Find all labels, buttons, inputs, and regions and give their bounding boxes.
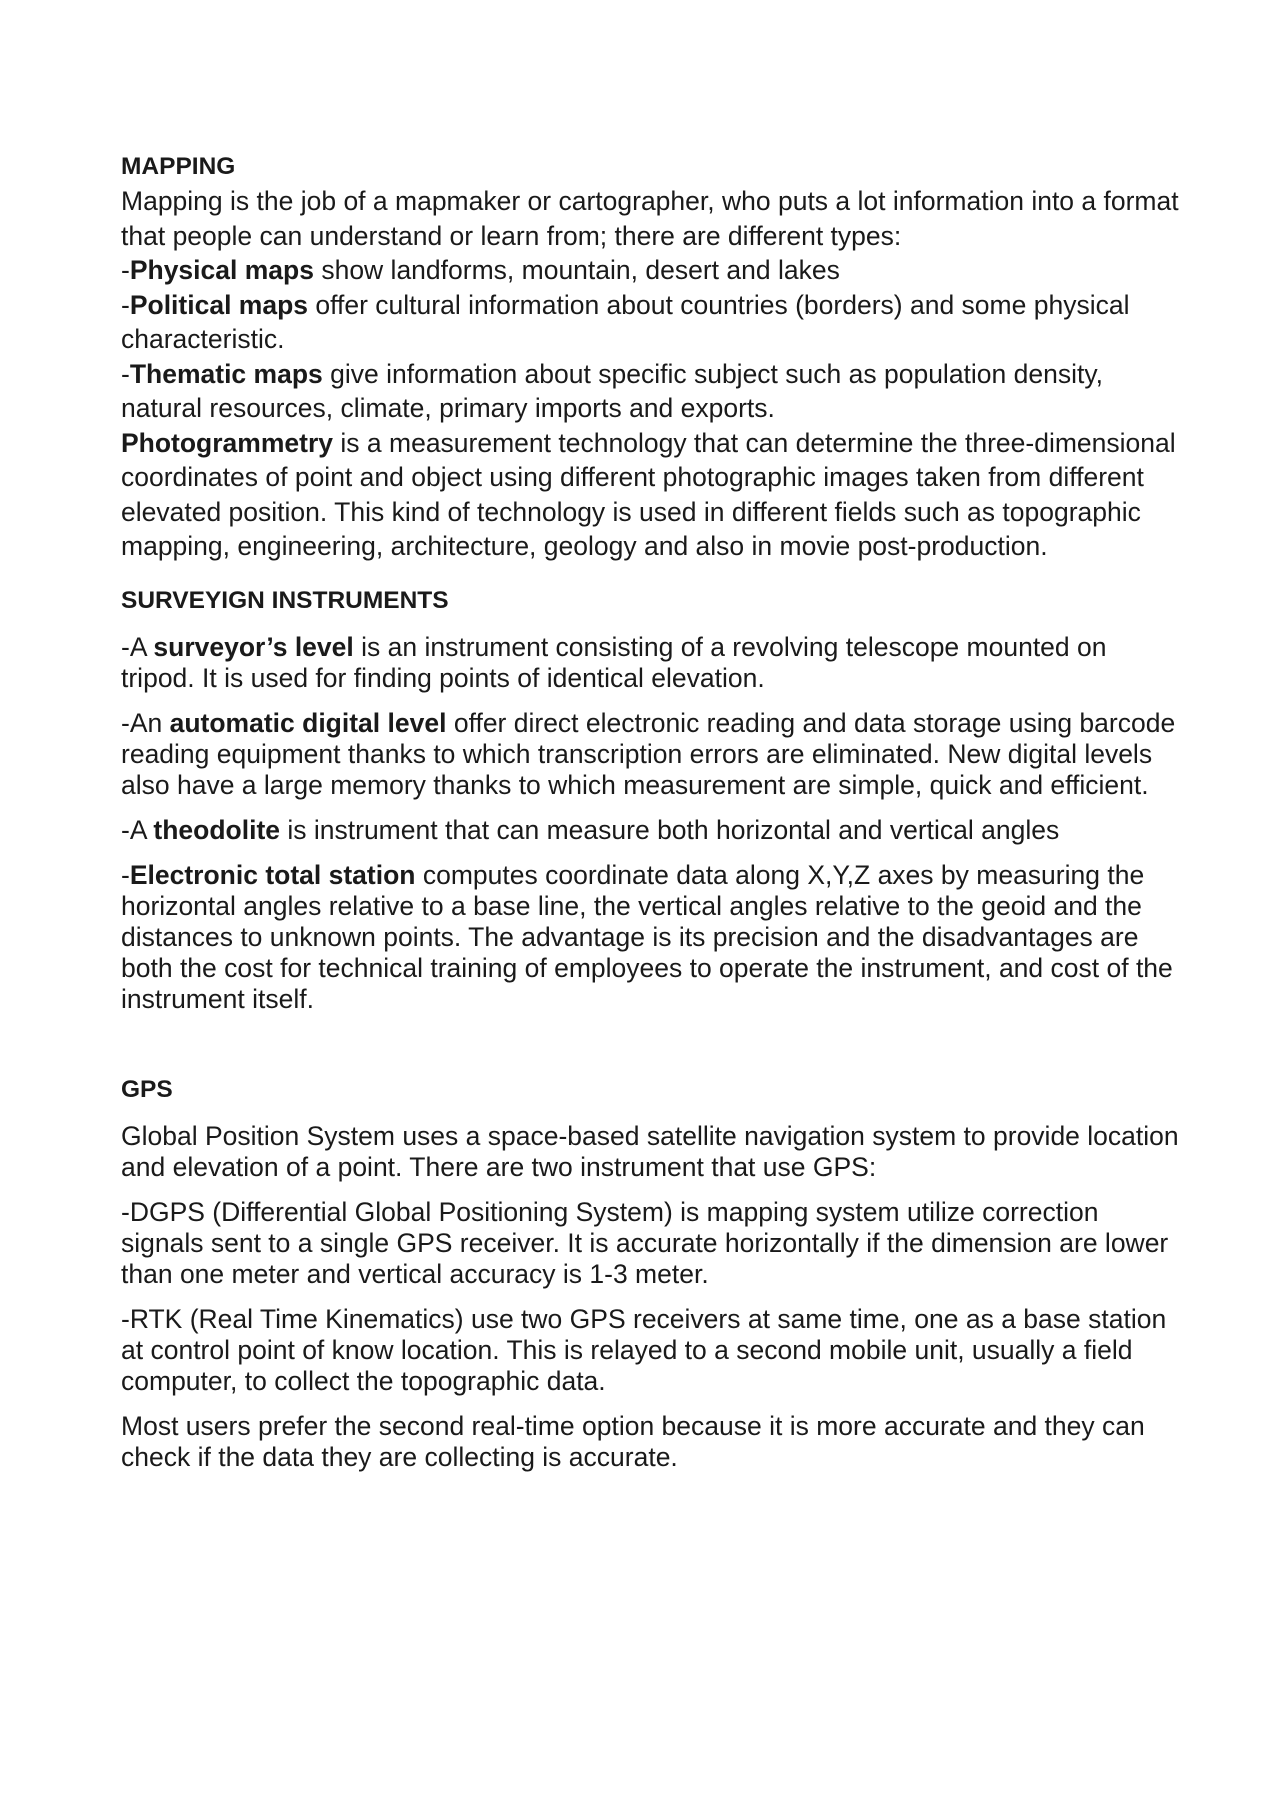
item-prefix: -A (121, 814, 154, 845)
item-text: show landforms, mountain, desert and lakes (313, 255, 840, 285)
thematic-maps-item (121, 357, 1181, 426)
rtk-item: -RTK (Real Time Kinematics) use two GPS receivers at same time, one as a base station at control point of know location. This is relayed to a second mobile unit, usually a field computer, to collect the topographic data. (121, 1303, 1167, 1396)
section-heading-mapping: MAPPING (121, 153, 236, 180)
term-surveyors-level: surveyor’s level (153, 631, 354, 662)
mapping-intro: Mapping is the job of a mapmaker or cartographer, who puts a lot information into a format that people can understand or learn from; there are different types: (121, 186, 1179, 251)
item-text: is an instrument consisting of a revolving telescope mounted on tripod. It is used for finding points of identical elevation. (121, 631, 1107, 693)
item-text: computes coordinate data along X,Y,Z axes by measuring the horizontal angles relative to a base line, the vertical angles relative to the geoid and the distances to unknown points. The advantage is its precision and the disadvantages are both the cost for technical training of employees to operate the instrument, and cost of the instrument itself. (121, 859, 1173, 1014)
term-automatic-digital-level: automatic digital level (169, 707, 447, 738)
physical-maps-item (121, 253, 1181, 288)
gps-conclusion: Most users prefer the second real-time option because it is more accurate and they can check if the data they are collecting is accurate. (121, 1410, 1145, 1472)
term-political-maps: Political maps (129, 289, 309, 320)
theodolite-item (121, 815, 1181, 846)
item-prefix: - (121, 358, 130, 389)
term-physical-maps: Physical maps (129, 255, 314, 285)
term-thematic-maps: Thematic maps (129, 358, 323, 389)
gps-intro: Global Position System uses a space-based satellite navigation system to provide location and elevation of a point. There are two instrument that use GPS: (121, 1120, 1179, 1182)
digital-level-item (121, 708, 1181, 801)
section-heading-surveying: SURVEYIGN INSTRUMENTS (121, 586, 449, 614)
item-prefix: -An (121, 707, 170, 738)
surveyors-level-item (121, 632, 1181, 694)
political-maps-item (121, 288, 1181, 357)
item-text: offer cultural information about countries (borders) and some physical characteristic. (121, 289, 1130, 354)
item-prefix: -A (121, 631, 154, 662)
photogrammetry-paragraph (121, 426, 1181, 564)
item-text: give information about specific subject such as population density, natural resources, climate, primary imports and exports. (121, 358, 1104, 423)
term-electronic-total-station: Electronic total station (129, 859, 416, 890)
section-heading-gps: GPS (121, 1075, 173, 1103)
item-prefix: - (121, 255, 130, 285)
paragraph-text: is a measurement technology that can determine the three-dimensional coordinates of point and object using different photographic images taken from different elevated position. This kind of technology is used in different fields such as topographic mapping, engineering, architecture, geology and also in movie post-production. (121, 427, 1176, 561)
term-theodolite: theodolite (153, 814, 281, 845)
dgps-item: -DGPS (Differential Global Positioning System) is mapping system utilize correction signals sent to a single GPS receiver. It is accurate horizontally if the dimension are lower than one meter and vertical accuracy is 1-3 meter. (121, 1196, 1169, 1289)
total-station-item (121, 860, 1181, 1015)
item-text: is instrument that can measure both horizontal and vertical angles (280, 814, 1060, 845)
item-prefix: - (121, 859, 130, 890)
item-prefix: - (121, 289, 130, 320)
document-page (121, 150, 1181, 1473)
item-text: offer direct electronic reading and data storage using barcode reading equipment thanks to which transcription errors are eliminated. New digital levels also have a large memory thanks to which measurement are simple, quick and efficient. (121, 707, 1176, 800)
term-photogrammetry: Photogrammetry (121, 427, 334, 458)
